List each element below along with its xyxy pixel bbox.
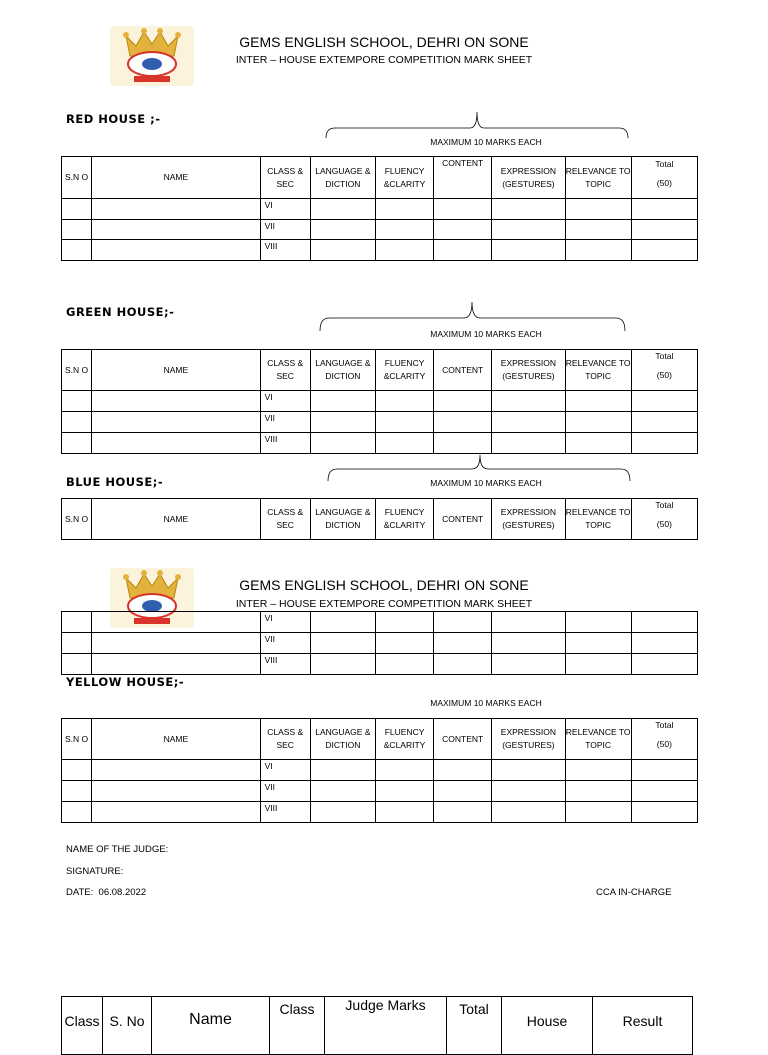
total-max: (50): [656, 370, 672, 380]
col-expression: EXPRESSION (GESTURES): [492, 499, 565, 540]
col-fluency: FLUENCY &CLARITY: [375, 719, 433, 760]
col-total: [631, 350, 697, 391]
school-name: GEMS ENGLISH SCHOOL, DEHRI ON SONE: [239, 34, 529, 50]
col-sno: S.N O: [62, 719, 92, 760]
summary-col-class2: Class: [270, 997, 325, 1055]
table-row: [62, 240, 698, 261]
col-fluency: FLUENCY &CLARITY: [375, 350, 433, 391]
col-relevance: RELEVANCE TO TOPIC: [565, 719, 631, 760]
col-name: NAME: [92, 499, 261, 540]
mark-table-red: [61, 156, 698, 261]
mark-table-green: [61, 349, 698, 454]
max-marks-label: MAXIMUM 10 MARKS EACH: [430, 329, 542, 339]
class-cell: VII: [260, 412, 310, 433]
table-row: [62, 199, 698, 220]
total-label: Total: [655, 158, 674, 169]
table-row: [62, 391, 698, 412]
col-expression: EXPRESSION (GESTURES): [492, 350, 565, 391]
table-row: [62, 612, 698, 633]
col-sno: S.N O: [62, 350, 92, 391]
signature-label: SIGNATURE:: [66, 866, 124, 877]
class-cell: VII: [260, 781, 310, 802]
house-heading-blue: BLUE HOUSE;-: [66, 475, 164, 489]
summary-col-house: House: [502, 997, 593, 1055]
class-cell: VIII: [260, 802, 310, 823]
house-heading-green: GREEN HOUSE;-: [66, 305, 175, 319]
col-relevance: RELEVANCE TO TOPIC: [565, 157, 631, 199]
col-class-sec: CLASS & SEC: [260, 499, 310, 540]
class-cell: VIII: [260, 654, 310, 675]
class-cell: VI: [260, 612, 310, 633]
summary-col-total: Total: [447, 997, 502, 1055]
col-name: NAME: [92, 719, 261, 760]
max-marks-label: MAXIMUM 10 MARKS EACH: [430, 137, 542, 147]
col-total: [631, 499, 697, 540]
table-row: [62, 781, 698, 802]
max-marks-label: MAXIMUM 10 MARKS EACH: [430, 478, 542, 488]
cca-incharge-label: CCA IN-CHARGE: [596, 887, 672, 898]
total-label: Total: [655, 720, 674, 730]
col-content: CONTENT: [434, 499, 492, 540]
sheet-title: INTER – HOUSE EXTEMPORE COMPETITION MARK SHEET: [235, 598, 533, 610]
col-class-sec: CLASS & SEC: [260, 350, 310, 391]
total-label: Total: [655, 500, 674, 510]
col-sno: S.N O: [62, 157, 92, 199]
mark-table-yellow: [61, 718, 698, 823]
summary-col-name: Name: [152, 997, 270, 1055]
col-relevance: RELEVANCE TO TOPIC: [565, 350, 631, 391]
col-expression: EXPRESSION (GESTURES): [492, 719, 565, 760]
col-fluency: FLUENCY &CLARITY: [375, 157, 433, 199]
house-heading-red: RED HOUSE ;-: [66, 112, 161, 126]
date-label: DATE: 06.08.2022: [66, 887, 147, 898]
class-cell: VI: [260, 391, 310, 412]
table-row: [62, 802, 698, 823]
total-max: (50): [656, 519, 672, 529]
col-expression: EXPRESSION (GESTURES): [492, 157, 565, 199]
max-marks-label: MAXIMUM 10 MARKS EACH: [430, 698, 542, 708]
col-name: NAME: [92, 157, 261, 199]
col-name: NAME: [92, 350, 261, 391]
table-row: [62, 412, 698, 433]
table-row: [62, 433, 698, 454]
school-name: GEMS ENGLISH SCHOOL, DEHRI ON SONE: [239, 577, 529, 593]
col-sno: S.N O: [62, 499, 92, 540]
table-row: [62, 220, 698, 240]
summary-col-judge-marks: Judge Marks: [325, 997, 447, 1055]
class-cell: VIII: [260, 240, 310, 261]
col-language: LANGUAGE & DICTION: [310, 350, 375, 391]
col-language: LANGUAGE & DICTION: [310, 719, 375, 760]
table-row: [62, 633, 698, 654]
mark-table-blue-rows: [61, 611, 698, 675]
col-language: LANGUAGE & DICTION: [310, 157, 375, 199]
summary-table: [61, 996, 693, 1055]
class-cell: VIII: [260, 433, 310, 454]
class-cell: VII: [260, 220, 310, 240]
col-language: LANGUAGE & DICTION: [310, 499, 375, 540]
table-row: [62, 760, 698, 781]
summary-col-sno: S. No: [103, 997, 152, 1055]
class-cell: VI: [260, 760, 310, 781]
mark-table-blue: [61, 498, 698, 540]
table-row: [62, 654, 698, 675]
col-total: [631, 719, 697, 760]
col-content: CONTENT: [434, 719, 492, 760]
summary-col-class: Class: [62, 997, 103, 1055]
total-max: (50): [656, 739, 672, 749]
col-content: CONTENT: [434, 350, 492, 391]
judge-name-label: NAME OF THE JUDGE:: [66, 844, 169, 855]
col-total: [631, 157, 697, 199]
col-fluency: FLUENCY &CLARITY: [375, 499, 433, 540]
col-content: CONTENT: [434, 157, 492, 199]
class-cell: VI: [260, 199, 310, 220]
col-class-sec: CLASS & SEC: [260, 719, 310, 760]
col-class-sec: CLASS & SEC: [260, 157, 310, 199]
sheet-title: INTER – HOUSE EXTEMPORE COMPETITION MARK SHEET: [235, 54, 533, 66]
house-heading-yellow: YELLOW HOUSE;-: [66, 675, 185, 689]
total-label: Total: [655, 351, 674, 361]
class-cell: VII: [260, 633, 310, 654]
total-max: (50): [656, 177, 672, 188]
col-relevance: RELEVANCE TO TOPIC: [565, 499, 631, 540]
summary-col-result: Result: [593, 997, 693, 1055]
